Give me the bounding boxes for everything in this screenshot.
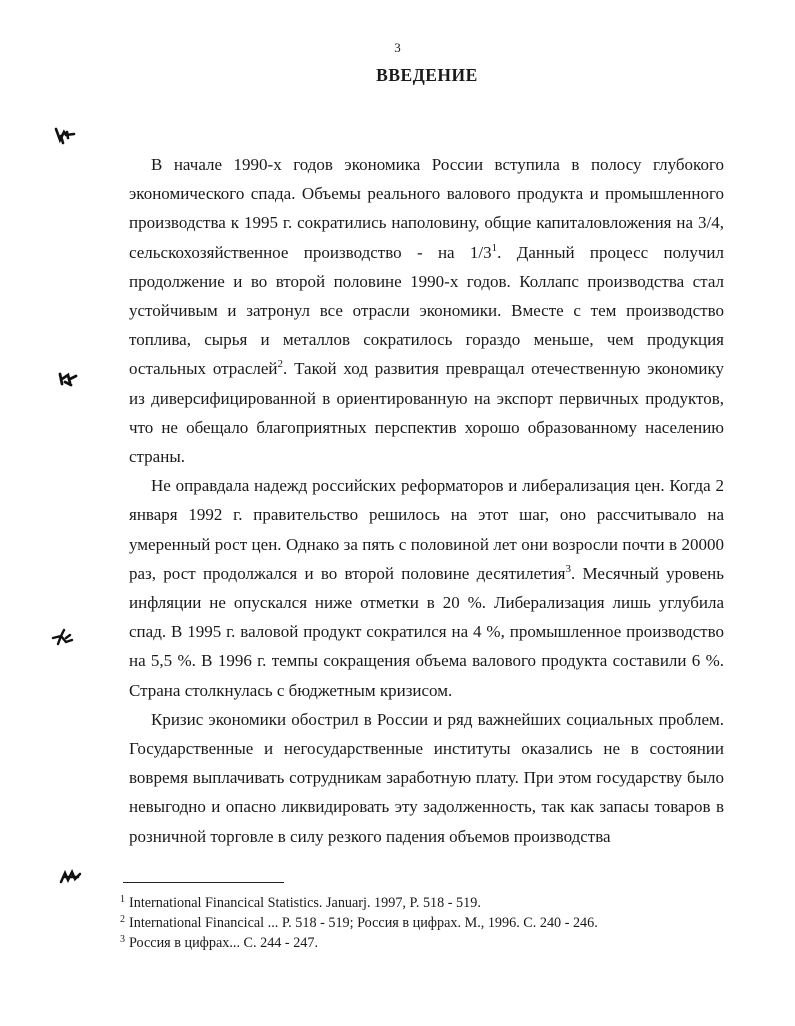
binding-mark-icon: [58, 868, 84, 888]
footnote-ref: 3: [565, 562, 571, 575]
binding-mark-icon: [56, 370, 82, 390]
footnote-divider: [123, 882, 284, 883]
footnote-text: International Financical Statistics. Januarj. 1997, P. 518 - 519.: [129, 895, 481, 911]
footnote-item: [120, 913, 720, 933]
footnote-text: Россия в цифрах... С. 244 - 247.: [129, 935, 319, 951]
paragraph-text: В начале 1990-х годов экономика России вступила в полосу глубокого экономического спада. Объемы реального валового продукта и промышленного производства к 1995 г. сократились наполовину, общие капиталовложения на 3/4, сельскохозяйственное производство - на 1/3: [129, 155, 724, 262]
paragraph-crisis: [129, 705, 724, 851]
page-number: 3: [394, 40, 401, 55]
footnote-mark: 1: [120, 894, 125, 905]
footnote-item: [120, 933, 720, 953]
footnote-ref: 2: [277, 358, 284, 371]
binding-mark-icon: [52, 126, 78, 146]
binding-mark-icon: [50, 628, 76, 648]
footnote-item: [120, 893, 720, 913]
footnote-mark: 2: [120, 914, 125, 925]
footnotes: [120, 893, 720, 953]
paragraph-text: . Месячный уровень инфляции не опускался ниже отметки в 20 %. Либерализация лишь углубила спад. В 1995 г. валовой продукт сократился на 4 %, промышленное производство на 5,5 %. В 1996 г. темпы сокращения объема валового продукта составили 6 %. Страна столкнулась с бюджетным кризисом.: [129, 563, 724, 700]
body-text: [129, 150, 724, 851]
page-title: ВВЕДЕНИЕ: [376, 65, 478, 85]
footnote-ref: 1: [491, 241, 498, 254]
paragraph-text: Не оправдала надежд российских реформаторов и либерализация цен. Когда 2 января 1992 г. правительство решилось на этот шаг, оно рассчитывало на умеренный рост цен. Однако за пять с половиной лет они возросли почти в 20000 раз, рост продолжался и во второй половине десятилетия: [129, 476, 724, 583]
paragraph-text: Кризис экономики обострил в России и ряд важнейших социальных проблем. Государственные и негосударственные институты оказались не в состоянии вовремя выплачивать сотрудникам заработную плату. При этом государству было невыгодно и опасно ликвидировать эту задолженность, так как запасы товаров в розничной торговле в силу резкого падения объемов производства: [129, 709, 724, 846]
paragraph-text: . Данный процесс получил продолжение и во второй половине 1990-х годов. Коллапс производства стал устойчивым и затронул все отрасли экономики. Вместе с тем производство топлива, сырья и металлов сократилось гораздо меньше, чем продукция остальных отраслей: [129, 242, 724, 379]
paragraph-intro: [129, 150, 724, 471]
paragraph-text: . Такой ход развития превращал отечественную экономику из диверсифицированной в ориентированную на экспорт первичных продуктов, что не обещало благоприятных перспектив хорошо образованному населению страны.: [129, 359, 724, 467]
paragraph-prices: [129, 471, 724, 705]
footnote-mark: 3: [120, 934, 125, 945]
footnote-text: International Financical ... P. 518 - 519; Россия в цифрах. М., 1996. С. 240 - 246.: [129, 915, 598, 931]
